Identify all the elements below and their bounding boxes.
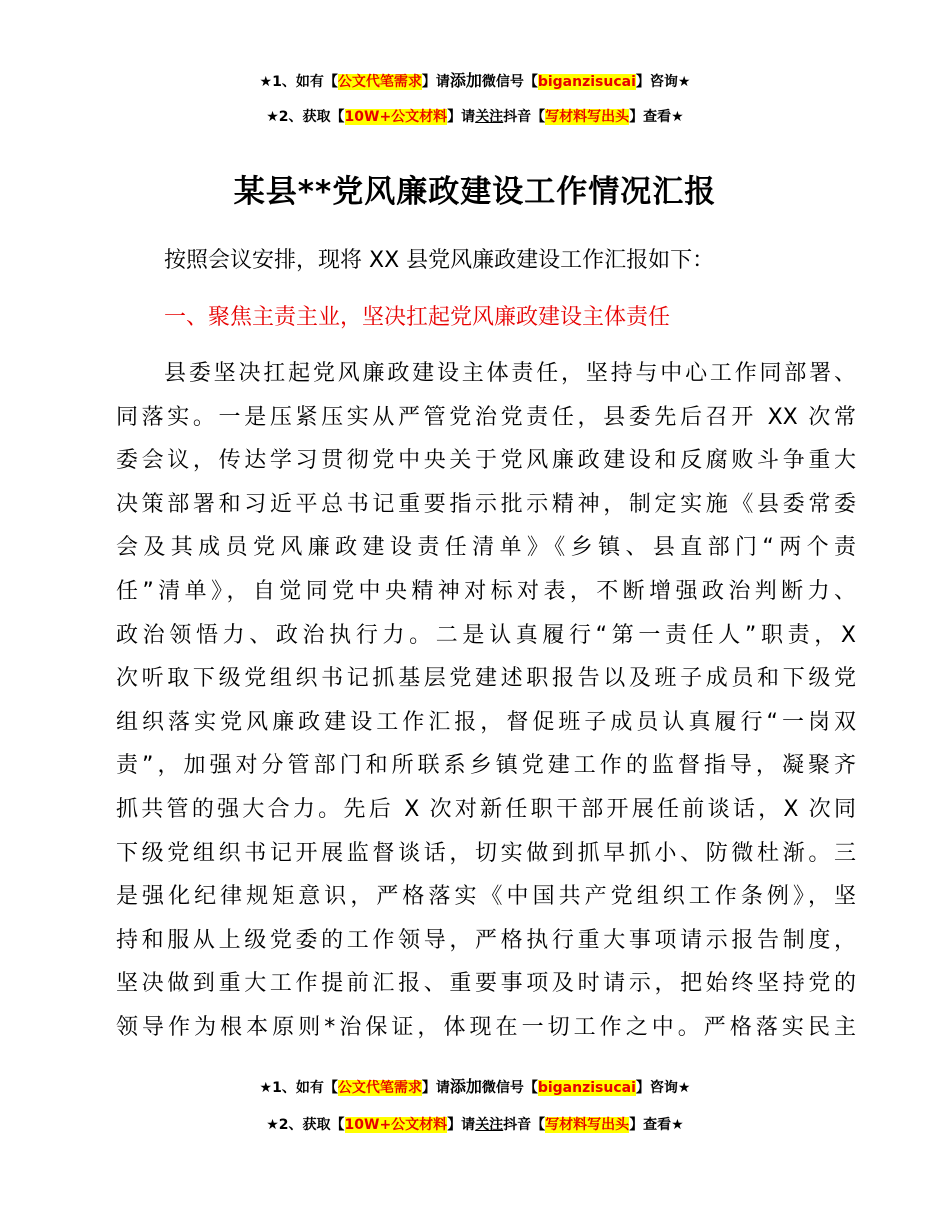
- body-line: 责”，加强对分管部门和所联系乡镇党建工作的监督指导，凝聚齐: [116, 753, 856, 779]
- promo-banner-bottom-1: [0, 1076, 950, 1099]
- promo-highlight: 10W+公文材料: [344, 109, 448, 125]
- promo-wechat-id: biganzisucai: [537, 74, 636, 90]
- body-paragraph: [116, 352, 856, 1050]
- promo-prefix: ★1、如有【: [259, 1080, 338, 1096]
- body-line: 同落实。一是压紧压实从严管党治党责任，县委先后召开 XX 次常: [116, 404, 856, 430]
- body-line: 次听取下级党组织书记抓基层党建述职报告以及班子成员和下级党: [116, 666, 856, 692]
- promo-emphasis: 关注: [475, 109, 504, 125]
- promo-text: 抖音【: [503, 1117, 546, 1133]
- promo-emphasis: 添加: [449, 1077, 482, 1096]
- intro-paragraph: 按照会议安排，现将 XX 县党风廉政建设工作汇报如下：: [164, 248, 715, 273]
- promo-prefix: ★2、获取【: [266, 109, 345, 125]
- body-line: 委会议，传达学习贯彻党中央关于党风廉政建设和反腐败斗争重大: [116, 448, 856, 474]
- document-title: 某县**党风廉政建设工作情况汇报: [233, 174, 717, 210]
- promo-suffix: 】咨询★: [635, 74, 691, 90]
- promo-text: 】请: [421, 74, 450, 90]
- promo-text: 微信号【: [481, 74, 538, 90]
- promo-text: 抖音【: [503, 109, 546, 125]
- body-line: 持和服从上级党委的工作领导，严格执行重大事项请示报告制度，: [116, 927, 856, 953]
- promo-suffix: 】查看★: [629, 1117, 684, 1133]
- body-line: 组织落实党风廉政建设工作汇报，督促班子成员认真履行“一岗双: [116, 709, 856, 735]
- body-line: 任”清单》，自觉同党中央精神对标对表，不断增强政治判断力、: [116, 578, 856, 604]
- body-line: 坚决做到重大工作提前汇报、重要事项及时请示，把始终坚持党的: [116, 971, 856, 997]
- body-line: 下级党组织书记开展监督谈话，切实做到抓早抓小、防微杜渐。三: [116, 840, 856, 866]
- promo-banner-top-2: [0, 106, 950, 128]
- body-line: 是强化纪律规矩意识，严格落实《中国共产党组织工作条例》，坚: [116, 884, 856, 910]
- promo-highlight: 10W+公文材料: [344, 1117, 448, 1133]
- promo-highlight: 公文代笔需求: [337, 74, 422, 90]
- promo-emphasis: 关注: [475, 1117, 504, 1133]
- promo-banner-top-1: [0, 70, 950, 93]
- body-line: 决策部署和习近平总书记重要指示批示精神，制定实施《县委常委: [116, 491, 856, 517]
- promo-text: 】请: [447, 109, 476, 125]
- promo-prefix: ★2、获取【: [266, 1117, 345, 1133]
- promo-text: 】请: [447, 1117, 476, 1133]
- promo-wechat-id: biganzisucai: [537, 1080, 636, 1096]
- body-line: 县委坚决扛起党风廉政建设主体责任，坚持与中心工作同部署、: [164, 361, 856, 386]
- promo-text: 微信号【: [481, 1080, 538, 1096]
- promo-emphasis: 添加: [449, 71, 482, 90]
- section-heading: 一、聚焦主责主业，坚决扛起党风廉政建设主体责任: [164, 305, 671, 330]
- promo-douyin-id: 写材料写出头: [545, 109, 630, 125]
- promo-suffix: 】查看★: [629, 109, 684, 125]
- promo-prefix: ★1、如有【: [259, 74, 338, 90]
- promo-banner-bottom-2: [0, 1114, 950, 1136]
- promo-highlight: 公文代笔需求: [337, 1080, 422, 1096]
- body-line: 会及其成员党风廉政建设责任清单》《乡镇、县直部门“两个责: [116, 535, 856, 561]
- body-line: 抓共管的强大合力。先后 X 次对新任职干部开展任前谈话，X 次同: [116, 796, 856, 822]
- promo-suffix: 】咨询★: [635, 1080, 691, 1096]
- body-line: 政治领悟力、政治执行力。二是认真履行“第一责任人”职责，X: [116, 622, 856, 648]
- promo-text: 】请: [421, 1080, 450, 1096]
- promo-douyin-id: 写材料写出头: [545, 1117, 630, 1133]
- body-line: 领导作为根本原则*治保证，体现在一切工作之中。严格落实民主: [116, 1014, 856, 1040]
